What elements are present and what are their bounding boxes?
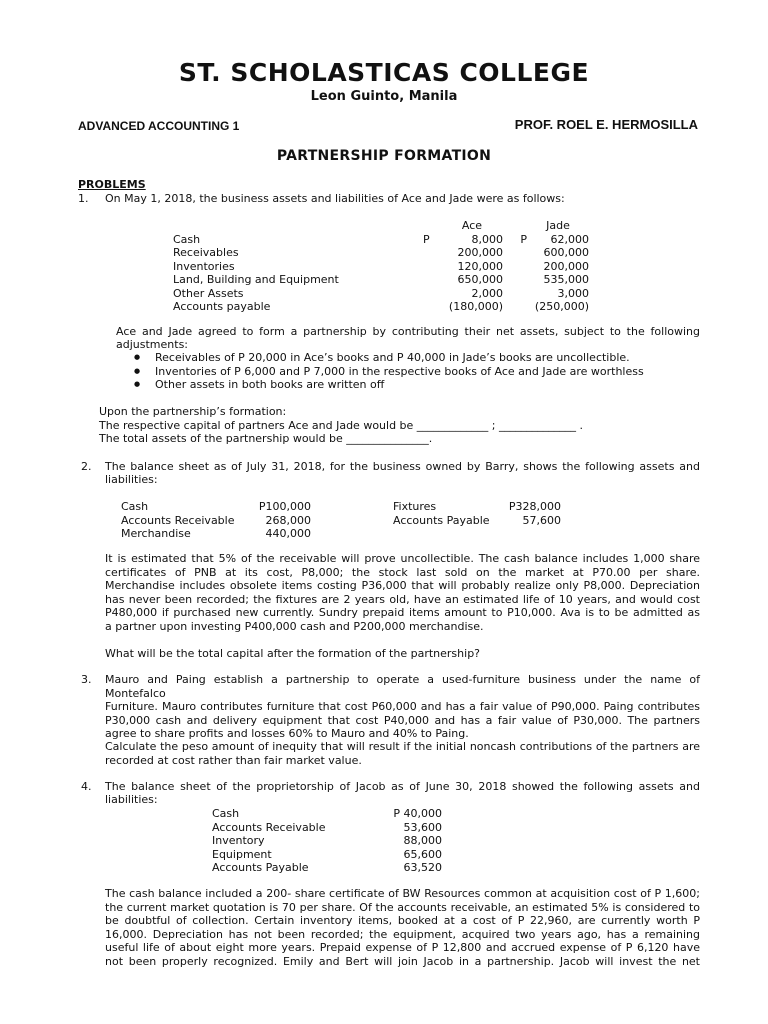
row-label: Accounts Receivable (121, 513, 235, 527)
paragraph-line: The cash balance included a 200- share certificate of BW Resources common at acquisition cost of P 1,600; (105, 887, 700, 900)
agreement-line: adjustments: (116, 338, 188, 351)
currency-prefix (423, 273, 441, 287)
row-amount: 268,000 (265, 513, 311, 527)
ace-amount: 2,000 (471, 286, 503, 300)
paragraph-line: recorded at cost rather than fair market value. (105, 753, 362, 767)
paragraph-line: It is estimated that 5% of the receivable will prove uncollectible. The cash balance includes 1,000 share (105, 552, 700, 565)
topic-title: PARTNERSHIP FORMATION (276, 148, 492, 164)
question-line: What will be the total capital after the formation of the partnership? (105, 647, 481, 660)
jade-amount: 62,000 (550, 232, 589, 246)
row-label: Inventories (173, 259, 235, 273)
problem-number: 4. (81, 780, 92, 793)
jade-amount: 3,000 (557, 286, 589, 300)
problem-paragraph (105, 673, 700, 741)
table-row (173, 273, 589, 287)
currency-prefix (503, 273, 527, 287)
paragraph-line: Merchandise includes obsolete items costing P36,000 that will probably realize only P8,000. Depreciation (105, 579, 700, 592)
row-label: Equipment (212, 847, 272, 861)
ace-amount: 120,000 (457, 259, 503, 273)
table-row (212, 807, 442, 821)
row-amount: 53,600 (403, 820, 442, 834)
balances-table (212, 807, 442, 875)
row-label: Other Assets (173, 286, 244, 300)
paragraph-line: P30,000 cash and delivery equipment that cost P40,000 and has a fair value of P30,000. The partners (105, 713, 700, 727)
table-row (212, 821, 442, 835)
table-header-row (173, 219, 589, 233)
row-amount: 88,000 (403, 834, 442, 847)
college-location: Leon Guinto, Manila (310, 89, 458, 104)
currency-prefix (423, 246, 441, 260)
row-label: Merchandise (121, 527, 191, 540)
ace-amount: 200,000 (457, 246, 503, 259)
college-name: ST. SCHOLASTICAS COLLEGE (178, 58, 590, 87)
paragraph-line: 16,000. Depreciation has not been recorded; the equipment, acquired two years ago, has a remaining (105, 927, 700, 941)
right-balances-table (393, 500, 561, 527)
table-row (212, 848, 442, 862)
paragraph-line: Mauro and Paing establish a partnership to operate a used-furniture business under the name of Montefalco (105, 673, 700, 700)
row-label: Accounts payable (173, 300, 271, 313)
question-line: The total assets of the partnership would be _______________. (99, 432, 433, 445)
ace-amount: 8,000 (471, 232, 503, 246)
row-amount: P100,000 (258, 500, 311, 513)
question-intro: Upon the partnership’s formation: (99, 405, 287, 418)
table-row (173, 287, 589, 301)
row-label: Accounts Payable (212, 861, 309, 874)
question-paragraph (105, 740, 700, 767)
problems-heading: PROBLEMS (78, 178, 146, 191)
paragraph-line: P480,000 if purchased new currently. Sundry prepaid items amount to P10,000. Ava is to be admitted as (105, 606, 700, 619)
professor-name: PROF. ROEL E. HERMOSILLA (514, 117, 698, 132)
problem-number: 2. (81, 460, 92, 473)
table-row (173, 300, 589, 314)
table-row (121, 514, 311, 528)
currency-prefix: P (520, 232, 527, 246)
currency-prefix (503, 246, 527, 260)
paragraph-line: certificates of PNB at its cost, P8,000; the stock last sold on the market at P70.00 per share. (105, 565, 700, 579)
agreement-line: Ace and Jade agreed to form a partnership by contributing their net assets, subject to the following (116, 325, 700, 338)
column-header-ace: Ace (461, 219, 483, 232)
table-row (121, 500, 311, 514)
currency-prefix (503, 260, 527, 274)
list-item: ● Receivables of P 20,000 in Ace’s books and P 40,000 in Jade’s books are uncollectible. (131, 351, 644, 365)
left-balances-table (121, 500, 311, 541)
row-label: Cash (212, 807, 240, 820)
row-amount: P328,000 (508, 500, 561, 513)
row-amount: 440,000 (265, 527, 311, 540)
row-label: Land, Building and Equipment (173, 273, 339, 286)
paragraph-line: agree to share profits and losses 60% to Mauro and 40% to Paing. (105, 727, 469, 740)
problem-intro: On May 1, 2018, the business assets and liabilities of Ace and Jade were as follows: (105, 192, 565, 205)
jade-amount: 535,000 (543, 273, 589, 286)
paragraph-line: not been properly recognized. Emily and Bert will join Jacob in a partnership. Jacob will invest the net (105, 954, 700, 968)
list-item: ● Inventories of P 6,000 and P 7,000 in the respective books of Ace and Jade are worthless (131, 365, 644, 379)
jade-amount: 600,000 (543, 246, 589, 259)
course-title: ADVANCED ACCOUNTING 1 (78, 119, 240, 133)
adjustments-list (131, 351, 644, 392)
currency-prefix (423, 300, 441, 314)
jade-amount: (250,000) (534, 300, 589, 313)
balances-table (173, 219, 589, 314)
paragraph-line: has never been recorded; the fixtures are 2 years old, have an estimated life of 10 years, and would cost (105, 592, 700, 606)
paragraph-line: be doubtful of collection. Certain inventory items, booked at a cost of P 22,960, are currently worth P (105, 914, 700, 927)
table-row (393, 514, 561, 528)
ace-amount: (180,000) (448, 300, 503, 313)
table-row (173, 233, 589, 247)
paragraph-line: useful life of about eight more years. Prepaid expense of P 12,800 and accrued expense of P 6,120 have (105, 941, 700, 954)
row-label: Cash (121, 500, 149, 513)
column-header-jade: Jade (546, 219, 570, 232)
row-amount: 63,520 (403, 861, 442, 874)
currency-prefix (503, 300, 527, 314)
table-row (173, 246, 589, 260)
problem-number: 1. (78, 192, 89, 205)
paragraph-line: a partner upon investing P400,000 cash and P200,000 merchandise. (105, 619, 484, 633)
row-amount: P 40,000 (393, 807, 442, 820)
table-row (121, 527, 311, 541)
table-row (173, 260, 589, 274)
paragraph-line: Calculate the peso amount of inequity that will result if the initial noncash contributions of the partners are (105, 740, 700, 753)
row-amount: 57,600 (522, 513, 561, 527)
row-label: Fixtures (393, 500, 437, 513)
paragraph-line: Furniture. Mauro contributes furniture that cost P60,000 and has a fair value of P90,000. Paing contributes (105, 700, 700, 713)
problem-paragraph (105, 552, 700, 633)
row-label: Accounts Payable (393, 513, 490, 527)
row-amount: 65,600 (403, 847, 442, 861)
currency-prefix (423, 287, 441, 301)
table-row (393, 500, 561, 514)
table-row (212, 834, 442, 848)
row-label: Cash (173, 232, 201, 246)
question-line: The respective capital of partners Ace and Jade would be _____________ ; ______________ . (99, 419, 583, 432)
problem-intro: liabilities: (105, 793, 158, 806)
list-item: ● Other assets in both books are written off (131, 378, 644, 392)
jade-amount: 200,000 (543, 259, 589, 273)
problem-intro: The balance sheet as of July 31, 2018, for the business owned by Barry, shows the following assets and (105, 460, 700, 473)
problem-intro: liabilities: (105, 473, 158, 486)
row-label: Accounts Receivable (212, 820, 326, 834)
problem-intro: The balance sheet of the proprietorship of Jacob as of June 30, 2018 showed the following assets and (105, 780, 700, 793)
row-label: Inventory (212, 834, 265, 847)
currency-prefix (503, 287, 527, 301)
problem-paragraph (105, 887, 700, 968)
currency-prefix: P (423, 232, 430, 246)
ace-amount: 650,000 (457, 273, 503, 286)
currency-prefix (423, 260, 441, 274)
paragraph-line: the current market quotation is 70 per share. Of the accounts receivable, an estimated 5% is considered to (105, 900, 700, 914)
row-label: Receivables (173, 246, 239, 259)
problem-number: 3. (81, 673, 92, 686)
table-row (212, 861, 442, 875)
